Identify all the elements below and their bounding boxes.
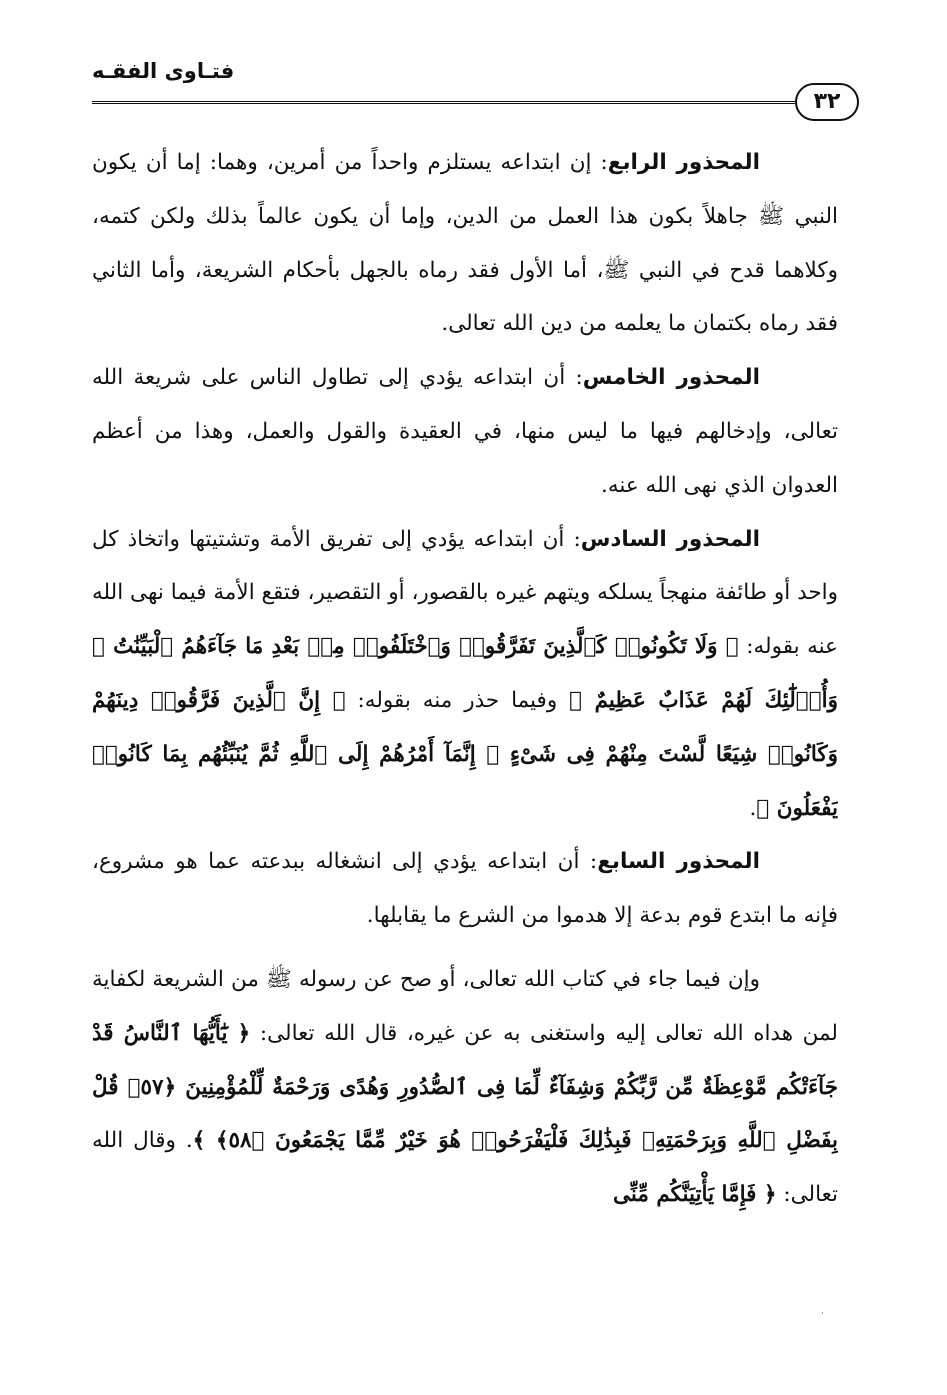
quran-verse: ﴿ يَٰٓأَيُّهَا ٱلنَّاسُ قَدْ جَآءَتْكُم مَّوْعِظَةٌ مِّن رَّبِّكُمْ وَشِفَآءٌ لِّمَا فِى ٱلصُّدُورِ وَهُدًى وَرَحْمَةٌ لِّلْمُؤْمِنِينَ ﴿٥٧﴾ قُلْ بِفَضْلِ ٱللَّهِ وَبِرَحْمَتِهِۦ فَبِذَٰلِكَ فَلْيَفْرَحُوا۟ هُوَ خَيْرٌ مِّمَّا يَجْمَعُونَ ﴿٥٨﴾ ﴾ (92, 1020, 838, 1154)
paragraph-text: وإن فيما جاء في كتاب الله تعالى، أو صح عن رسوله ﷺ من الشريعة لكفاية لمن هداه الله تعالى إليه واستغنى به عن غيره، قال الله تعالى: (92, 966, 838, 1046)
section-term: المحذور السابع (597, 849, 761, 875)
paragraph-text: : إن ابتداعه يستلزم واحداً من أمرين، وهما: إما أن يكون النبي ﷺ جاهلاً بكون هذا العمل من الدين، وإما أن يكون عالماً بذلك ولكن كتمه، وكلاهما قدح في النبي ﷺ، أما الأول فقد رماه بالجهل بأحكام الشريعة، وأما الثاني فقد رماه بكتمان ما يعلمه من دين الله تعالى. (92, 150, 838, 337)
quran-verse: ﴿ فَإِمَّا يَأْتِيَنَّكُم مِّنِّى (612, 1182, 777, 1208)
section-term: المحذور الخامس (582, 365, 760, 391)
section-term: المحذور الرابع (607, 150, 760, 175)
paragraph-sixth-prohibition (92, 513, 838, 836)
page-body (92, 136, 838, 1316)
paragraph-sufficiency (92, 953, 838, 1222)
header-rule (92, 101, 795, 104)
running-title: فتـاوى الفقـه (92, 59, 235, 83)
quran-verse: ﴿ وَلَا تَكُونُوا۟ كَٱلَّذِينَ تَفَرَّقُوا۟ وَٱخْتَلَفُوا۟ مِنۢ بَعْدِ مَا جَآءَهُمُ ٱلْبَيِّنَٰتُ ۚ وَأُو۟لَٰٓئِكَ لَهُمْ عَذَابٌ عَظِيمٌ ﴾ (92, 634, 838, 713)
paragraph-fifth-prohibition (92, 351, 838, 512)
section-term: المحذور السادس (580, 526, 760, 552)
quran-verse: ﴿ إِنَّ ٱلَّذِينَ فَرَّقُوا۟ دِينَهُمْ وَكَانُوا۟ شِيَعًا لَّسْتَ مِنْهُمْ فِى شَىْءٍ ۚ إِنَّمَآ أَمْرُهُمْ إِلَى ٱللَّهِ ثُمَّ يُنَبِّئُهُم بِمَا كَانُوا۟ يَفْعَلُونَ ﴾ (92, 687, 838, 821)
paragraph-fourth-prohibition (92, 136, 838, 351)
paragraph-text: : أن ابتداعه يؤدي إلى انشغاله ببدعته عما هو مشروع، فإنه ما ابتدع قوم بدعة إلا هدموا من الشرع ما يقابلها. (92, 849, 838, 929)
paragraph-text: : أن ابتداعه يؤدي إلى تطاول الناس على شريعة الله تعالى، وإدخالهم فيها ما ليس منها، في العقيدة والقول والعمل، وهذا من أعظم العدوان الذي نهى الله عنه. (92, 365, 838, 498)
paragraph-text: وفيما حذر منه بقوله: (357, 687, 558, 713)
paragraph-text: . وقال الله تعالى: (92, 1128, 838, 1208)
scan-speck: ˙ (820, 1312, 825, 1323)
paragraph-seventh-prohibition (92, 835, 838, 943)
paragraph-text: : أن ابتداعه يؤدي إلى تفريق الأمة وتشتيتها واتخاذ كل واحد أو طائفة منهجاً يسلكه ويتهم غيره بالقصور، أو التقصير، فتقع الأمة فيما نهى الله عنه بقوله: (92, 526, 838, 660)
paragraph-text: . (749, 795, 757, 821)
page-number: ٣٢ (795, 83, 859, 121)
